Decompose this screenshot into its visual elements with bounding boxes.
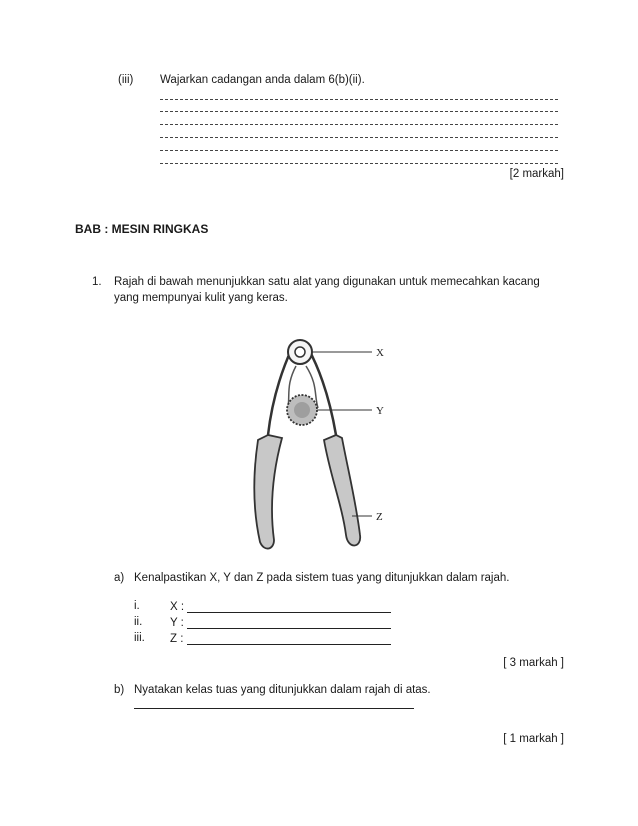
left-handle xyxy=(254,435,282,549)
item-i-row xyxy=(170,600,391,613)
question-b-text: Nyatakan kelas tuas yang ditunjukkan dalam rajah di atas. xyxy=(134,684,431,696)
nut-core xyxy=(294,402,310,418)
question-iii-number: (iii) xyxy=(118,74,134,86)
answer-line xyxy=(160,99,558,100)
question-1-number: 1. xyxy=(92,276,102,288)
answer-field-x[interactable] xyxy=(187,600,391,613)
question-1-line-2: yang mempunyai kulit yang keras. xyxy=(114,292,288,304)
item-ii-label: Y : xyxy=(170,617,184,629)
marks-b: [ 1 markah ] xyxy=(503,733,564,745)
answer-field-b[interactable] xyxy=(134,708,414,709)
nutcracker-figure xyxy=(230,330,410,560)
marks-label: [2 markah] xyxy=(509,168,564,180)
answer-line xyxy=(160,111,558,112)
answer-field-z[interactable] xyxy=(187,632,391,645)
marks-a: [ 3 markah ] xyxy=(503,657,564,669)
section-title: BAB : MESIN RINGKAS xyxy=(75,222,209,236)
answer-line xyxy=(160,137,558,138)
answer-line xyxy=(160,150,558,151)
item-i-label: X : xyxy=(170,601,185,613)
question-a-text: Kenalpastikan X, Y dan Z pada sistem tuas yang ditunjukkan dalam rajah. xyxy=(134,572,510,584)
question-b-letter: b) xyxy=(114,684,125,696)
item-iii-label: Z : xyxy=(170,633,184,645)
answer-line xyxy=(160,163,558,164)
item-ii-number: ii. xyxy=(134,616,143,628)
right-upper-arm xyxy=(308,348,336,435)
label-x: X xyxy=(376,347,384,359)
right-handle xyxy=(324,435,360,546)
question-a-letter: a) xyxy=(114,572,125,584)
label-y: Y xyxy=(376,405,384,417)
question-iii-text: Wajarkan cadangan anda dalam 6(b)(ii). xyxy=(160,74,365,86)
item-i-number: i. xyxy=(134,600,140,612)
label-z: Z xyxy=(376,511,383,523)
answer-line xyxy=(160,124,558,125)
answer-field-y[interactable] xyxy=(187,616,391,629)
item-ii-row xyxy=(170,616,391,629)
hinge-pin xyxy=(295,347,305,357)
item-iii-row xyxy=(170,632,391,645)
item-iii-number: iii. xyxy=(134,632,145,644)
question-1-line-1: Rajah di bawah menunjukkan satu alat yang digunakan untuk memecahkan kacang xyxy=(114,276,540,288)
